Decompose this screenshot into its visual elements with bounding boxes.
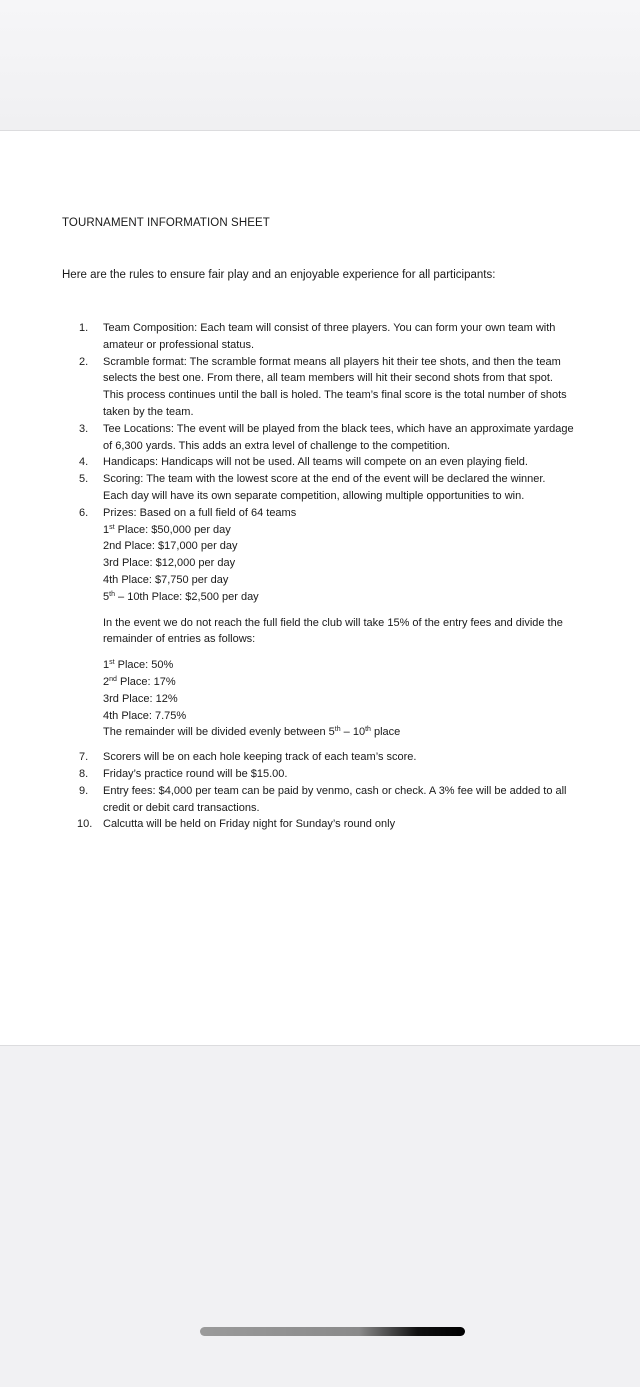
rule-item-6: [79, 505, 608, 749]
rule-number: 3.: [79, 422, 89, 435]
document-page: [0, 130, 640, 1046]
prize-list: [103, 522, 608, 606]
viewer-top-area: [0, 0, 640, 130]
rule-item-1: [79, 320, 608, 354]
rule-text-line: Calcutta will be held on Friday night for Sunday’s round only: [103, 818, 396, 831]
split-line-2nd: 2nd Place: 17%: [103, 675, 176, 688]
rule-item-5: [79, 471, 608, 505]
rule-number: 2.: [79, 355, 89, 368]
rule-text-line: Scoring: The team with the lowest score at the end of the event will be declared the winner.: [103, 473, 546, 486]
note-line: remainder of entries as follows:: [103, 633, 256, 646]
rule-number: 1.: [79, 322, 89, 334]
prize-line-5th-10th: 5th – 10th Place: $2,500 per day: [103, 590, 259, 603]
rule-text-line: credit or debit card transactions.: [103, 801, 260, 814]
rule-item-4: [79, 454, 608, 471]
rule-text-line: Handicaps: Handicaps will not be used. All teams will compete on an even playing field.: [103, 456, 528, 469]
home-indicator-bar[interactable]: [200, 1327, 465, 1336]
split-list: [103, 657, 608, 741]
split-line-1st: 1st Place: 50%: [103, 659, 174, 672]
rule-text-line: of 6,300 yards. This adds an extra level of challenge to the competition.: [103, 439, 451, 452]
rule-text-line: This process continues until the ball is holed. The team’s final score is the total number of shots: [103, 389, 567, 402]
rule-text-line: Tee Locations: The event will be played from the black tees, which have an approximate yardage: [103, 422, 574, 435]
rule-text-line: Scramble format: The scramble format means all players hit their tee shots, and then the team: [103, 355, 561, 368]
rules-list: [77, 320, 608, 833]
rule-text-line: Prizes: Based on a full field of 64 teams: [103, 506, 297, 519]
rule-text-line: Team Composition: Each team will consist of three players. You can form your own team with: [103, 322, 556, 334]
rule-text-line: Friday’s practice round will be $15.00.: [103, 767, 288, 780]
prize-line-4th: 4th Place: $7,750 per day: [103, 573, 229, 586]
reduced-field-note: [103, 615, 608, 649]
rule-number: 10.: [77, 818, 93, 831]
split-line-4th: 4th Place: 7.75%: [103, 709, 187, 722]
note-line: In the event we do not reach the full field the club will take 15% of the entry fees and divide the: [103, 616, 563, 629]
rule-text-line: amateur or professional status.: [103, 338, 255, 351]
rule-text-line: Entry fees: $4,000 per team can be paid by venmo, cash or check. A 3% fee will be added to all: [103, 784, 567, 797]
split-line-3rd: 3rd Place: 12%: [103, 692, 178, 705]
rule-item-2: [79, 354, 608, 421]
remainder-line: The remainder will be divided evenly between 5th – 10th place: [103, 726, 401, 739]
rule-item-10: [77, 816, 608, 833]
intro-paragraph: Here are the rules to ensure fair play and an enjoyable experience for all participants:: [62, 269, 496, 281]
rule-number: 6.: [79, 506, 89, 519]
rule-item-8: [79, 766, 608, 783]
rule-number: 5.: [79, 473, 89, 486]
prize-line-3rd: 3rd Place: $12,000 per day: [103, 557, 236, 570]
rule-number: 8.: [79, 767, 89, 780]
rule-number: 4.: [79, 456, 89, 469]
rule-item-7: [79, 749, 608, 766]
rule-text-line: taken by the team.: [103, 405, 194, 418]
rule-number: 7.: [79, 751, 89, 764]
rule-text-line: Scorers will be on each hole keeping track of each team’s score.: [103, 751, 417, 764]
prize-line-2nd: 2nd Place: $17,000 per day: [103, 540, 238, 553]
rule-number: 9.: [79, 784, 89, 797]
rule-text-line: Each day will have its own separate competition, allowing multiple opportunities to win.: [103, 489, 525, 502]
document-title: TOURNAMENT INFORMATION SHEET: [62, 217, 270, 229]
prize-line-1st: 1st Place: $50,000 per day: [103, 523, 231, 536]
rule-text-line: selects the best one. From there, all team members will hit their second shots from that spot.: [103, 372, 553, 385]
rule-item-9: [79, 783, 608, 817]
rule-item-3: [79, 421, 608, 455]
